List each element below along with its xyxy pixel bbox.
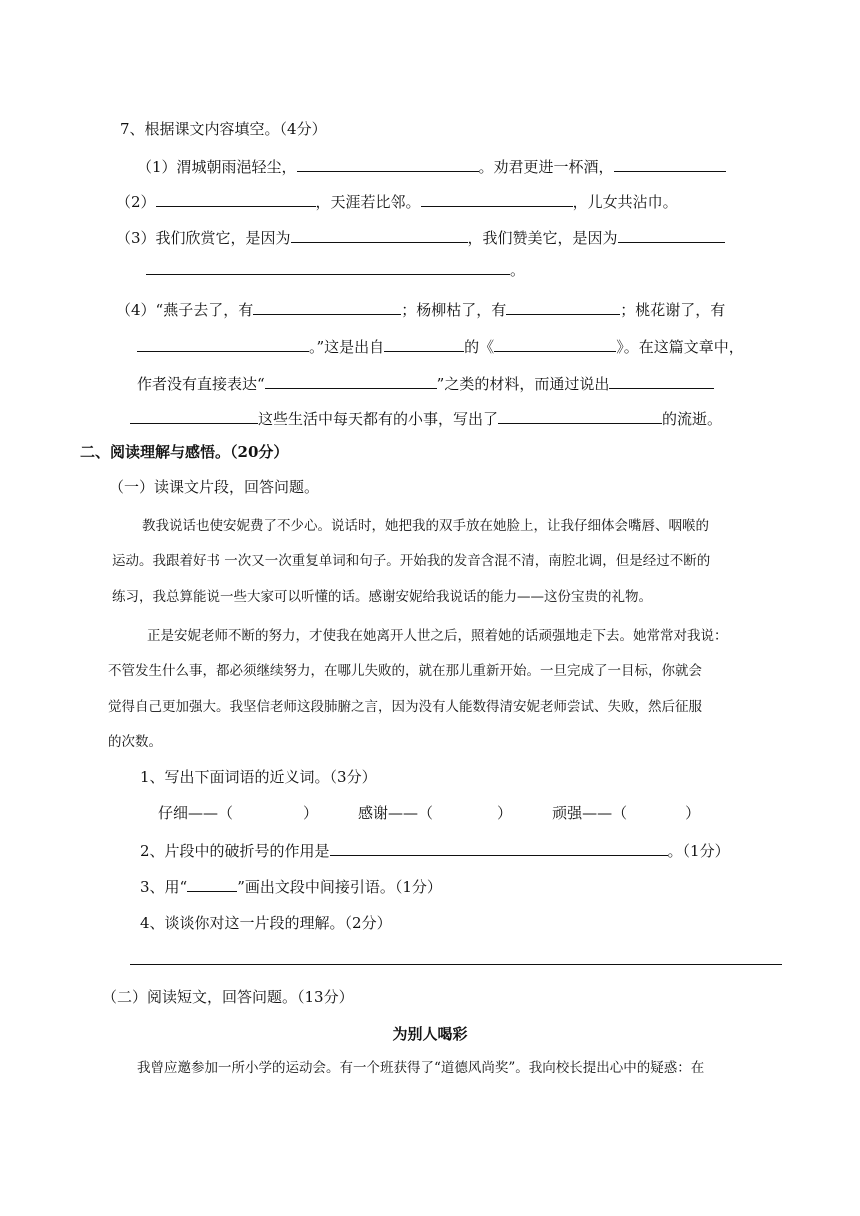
question-3 [140,875,442,898]
question-4: 4、谈谈你对这一片段的理解。（2分） [140,914,392,932]
article-title: 为别人喝彩 [392,1025,468,1043]
q7-line5-text-a: 。”这是出自 [309,338,385,356]
fill-blank[interactable] [384,335,464,352]
fill-blank[interactable] [330,839,668,856]
close-paren: ） [497,804,513,822]
fill-blank[interactable] [130,407,258,424]
fill-blank[interactable] [614,155,726,172]
passage-line: 教我说话也使安妮费了不少心。说话时，她把我的双手放在她脸上，让我仔细体会嘴唇、咽喉的 [142,518,709,534]
fill-blank[interactable] [291,226,468,243]
fill-blank[interactable] [297,155,479,172]
q7-line-3 [116,226,725,249]
passage-line: 运动。我跟着好书 一次又一次重复单词和句子。开始我的发音含混不清，南腔北调，但是经过不断的 [112,553,711,569]
question-3-text-b: ”画出文段中间接引语。（1分） [237,878,442,896]
passage-line: 练习，我总算能说一些大家可以听懂的话。感谢安妮给我说话的能力——这份宝贵的礼物。 [112,589,652,605]
q7-line3-text-a: （3）我们欣赏它，是因为 [116,229,291,247]
q7-heading: 7、根据课文内容填空。（4分） [120,120,327,138]
passage-line: 正是安妮老师不断的努力，才使我在她离开人世之后，照着她的话顽强地走下去。她常常对我说： [147,628,728,644]
q7-line4-text-c: ；桃花谢了，有 [620,301,726,319]
q7-line2-text-b: ，天涯若比邻。 [315,193,421,211]
fill-blank[interactable] [421,190,573,207]
fill-blank[interactable] [609,372,714,389]
synonym-word-1: 仔细——（ [158,804,234,822]
passage-line: 不管发生什么事，都必须继续努力，在哪儿失败的，就在那儿重新开始。一旦完成了一目标，你就会 [108,663,702,679]
part1-heading: （一）读课文片段，回答问题。 [109,478,320,496]
question-2-text: 2、片段中的破折号的作用是 [140,842,330,860]
q7-line3-end: 。 [510,261,526,279]
q7-line1-text-b: 。劝君更进一杯酒， [478,158,614,176]
fill-blank[interactable] [506,298,620,315]
q7-line-3-cont [146,258,525,281]
answer-line[interactable] [130,964,782,965]
fill-blank[interactable] [498,407,662,424]
synonym-word-3: 顽强——（ [552,804,628,822]
question-1: 1、写出下面词语的近义词。（3分） [140,768,377,786]
q7-line4-text-b: ；杨柳枯了，有 [401,301,507,319]
q7-line7-text-a: 这些生活中每天都有的小事，写出了 [258,410,499,428]
passage-line: 觉得自己更加强大。我坚信老师这段肺腑之言，因为没有人能数得清安妮老师尝试、失败，然后征服 [108,699,702,715]
question-3-text-a: 3、用“ [140,878,188,896]
fill-blank[interactable] [618,226,725,243]
q7-line2-text-c: ，儿女共沾巾。 [572,193,678,211]
q7-line-2 [116,190,678,213]
q7-line-4 [116,298,725,321]
q7-line-5 [137,335,744,358]
fill-blank[interactable] [137,335,309,352]
q7-line-6 [137,372,714,395]
synonym-word-2: 感谢——（ [358,804,434,822]
underline-sample [187,875,237,892]
q7-line-1 [137,155,726,178]
q7-line3-text-b: ，我们赞美它，是因为 [467,229,618,247]
section2-heading: 二、阅读理解与感悟。（20分） [80,443,289,461]
q7-line7-text-b: 的流逝。 [662,410,723,428]
article-line: 我曾应邀参加一所小学的运动会。有一个班获得了“道德风尚奖”。我向校长提出心中的疑惑：在 [137,1060,705,1076]
fill-blank[interactable] [265,372,437,389]
q7-line2-text-a: （2） [116,193,156,211]
close-paren: ） [303,804,319,822]
synonym-row [158,802,700,824]
q7-line-7 [130,407,722,430]
part2-heading: （二）阅读短文，回答问题。（13分） [102,988,354,1006]
q7-line5-text-b: 的《 [464,338,495,356]
fill-blank[interactable] [253,298,401,315]
q7-line1-text-a: （1）渭城朝雨浥轻尘， [137,158,297,176]
fill-blank[interactable] [494,335,616,352]
fill-blank[interactable] [156,190,316,207]
question-2-score: 。（1分） [667,842,730,860]
close-paren: ） [685,804,701,822]
passage-line: 的次数。 [108,734,162,750]
q7-line4-text-a: （4）“燕子去了，有 [116,301,254,319]
fill-blank[interactable] [146,258,510,275]
q7-line6-text-b: ”之类的材料，而通过说出 [436,375,610,393]
q7-line5-text-c: 》。在这篇文章中， [616,338,744,356]
question-2 [140,839,730,862]
q7-line6-text-a: 作者没有直接表达“ [137,375,265,393]
